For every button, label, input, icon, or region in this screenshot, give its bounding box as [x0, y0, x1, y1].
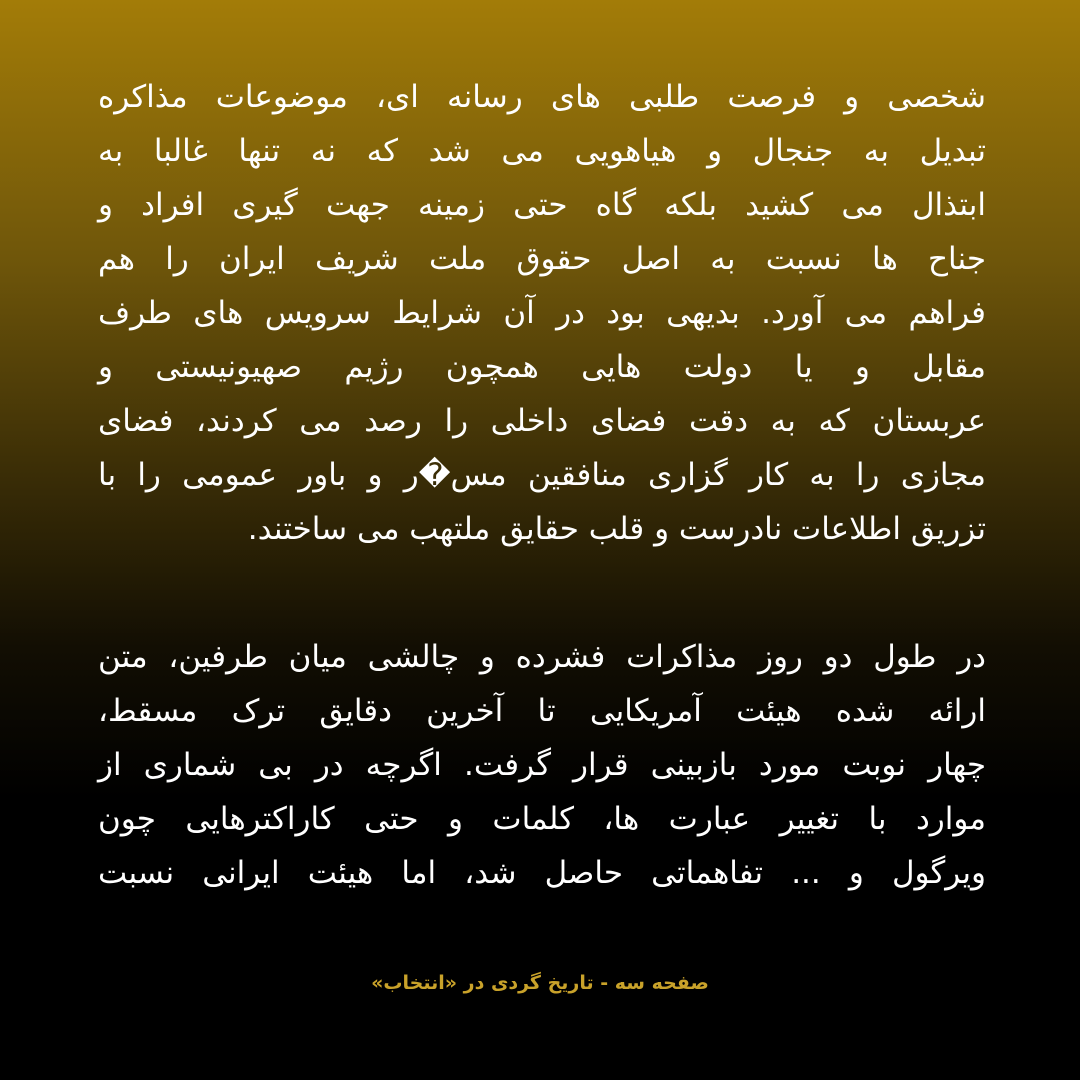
text-line: فراهم می آورد. بدیهی بود در آن شرایط سرویس های طرف	[98, 295, 986, 331]
page-footer-caption: صفحه سه - تاریخ گردی در «انتخاب»	[371, 972, 709, 994]
text-line: عربستان که به دقت فضای داخلی را رصد می کردند، فضای	[98, 403, 986, 439]
text-line: در طول دو روز مذاکرات فشرده و چالشی میان طرفین، متن	[98, 639, 986, 675]
text-line: چهار نوبت مورد بازبینی قرار گرفت. اگرچه در بی شماری از	[98, 747, 986, 783]
paragraph-2	[98, 630, 986, 900]
text-line: ارائه شده هیئت آمریکایی تا آخرین دقایق ترک مسقط،	[98, 693, 986, 729]
text-line: شخصی و فرصت طلبی های رسانه ای، موضوعات مذاکره	[98, 79, 986, 115]
text-line: تبدیل به جنجال و هیاهویی می شد که نه تنها غالبا به	[98, 133, 986, 169]
text-line: موارد با تغییر عبارت ها، کلمات و حتی کاراکترهایی چون	[98, 801, 986, 837]
text-line: ویرگول و ... تفاهماتی حاصل شد، اما هیئت ایرانی نسبت	[98, 855, 986, 891]
text-line: تزریق اطلاعات نادرست و قلب حقایق ملتهب می ساختند.	[247, 511, 986, 547]
text-line: مقابل و یا دولت هایی همچون رژیم صهیونیستی و	[98, 349, 986, 385]
article-body	[98, 70, 986, 900]
text-line: ابتذال می کشید بلکه گاه حتی زمینه جهت گیری افراد و	[98, 187, 986, 223]
text-line: مجازی را به کار گزاری منافقین مس�ر و باور عمومی را با	[98, 457, 986, 493]
text-line: جناح ها نسبت به اصل حقوق ملت شریف ایران را هم	[98, 241, 986, 277]
paragraph-1	[98, 70, 986, 556]
